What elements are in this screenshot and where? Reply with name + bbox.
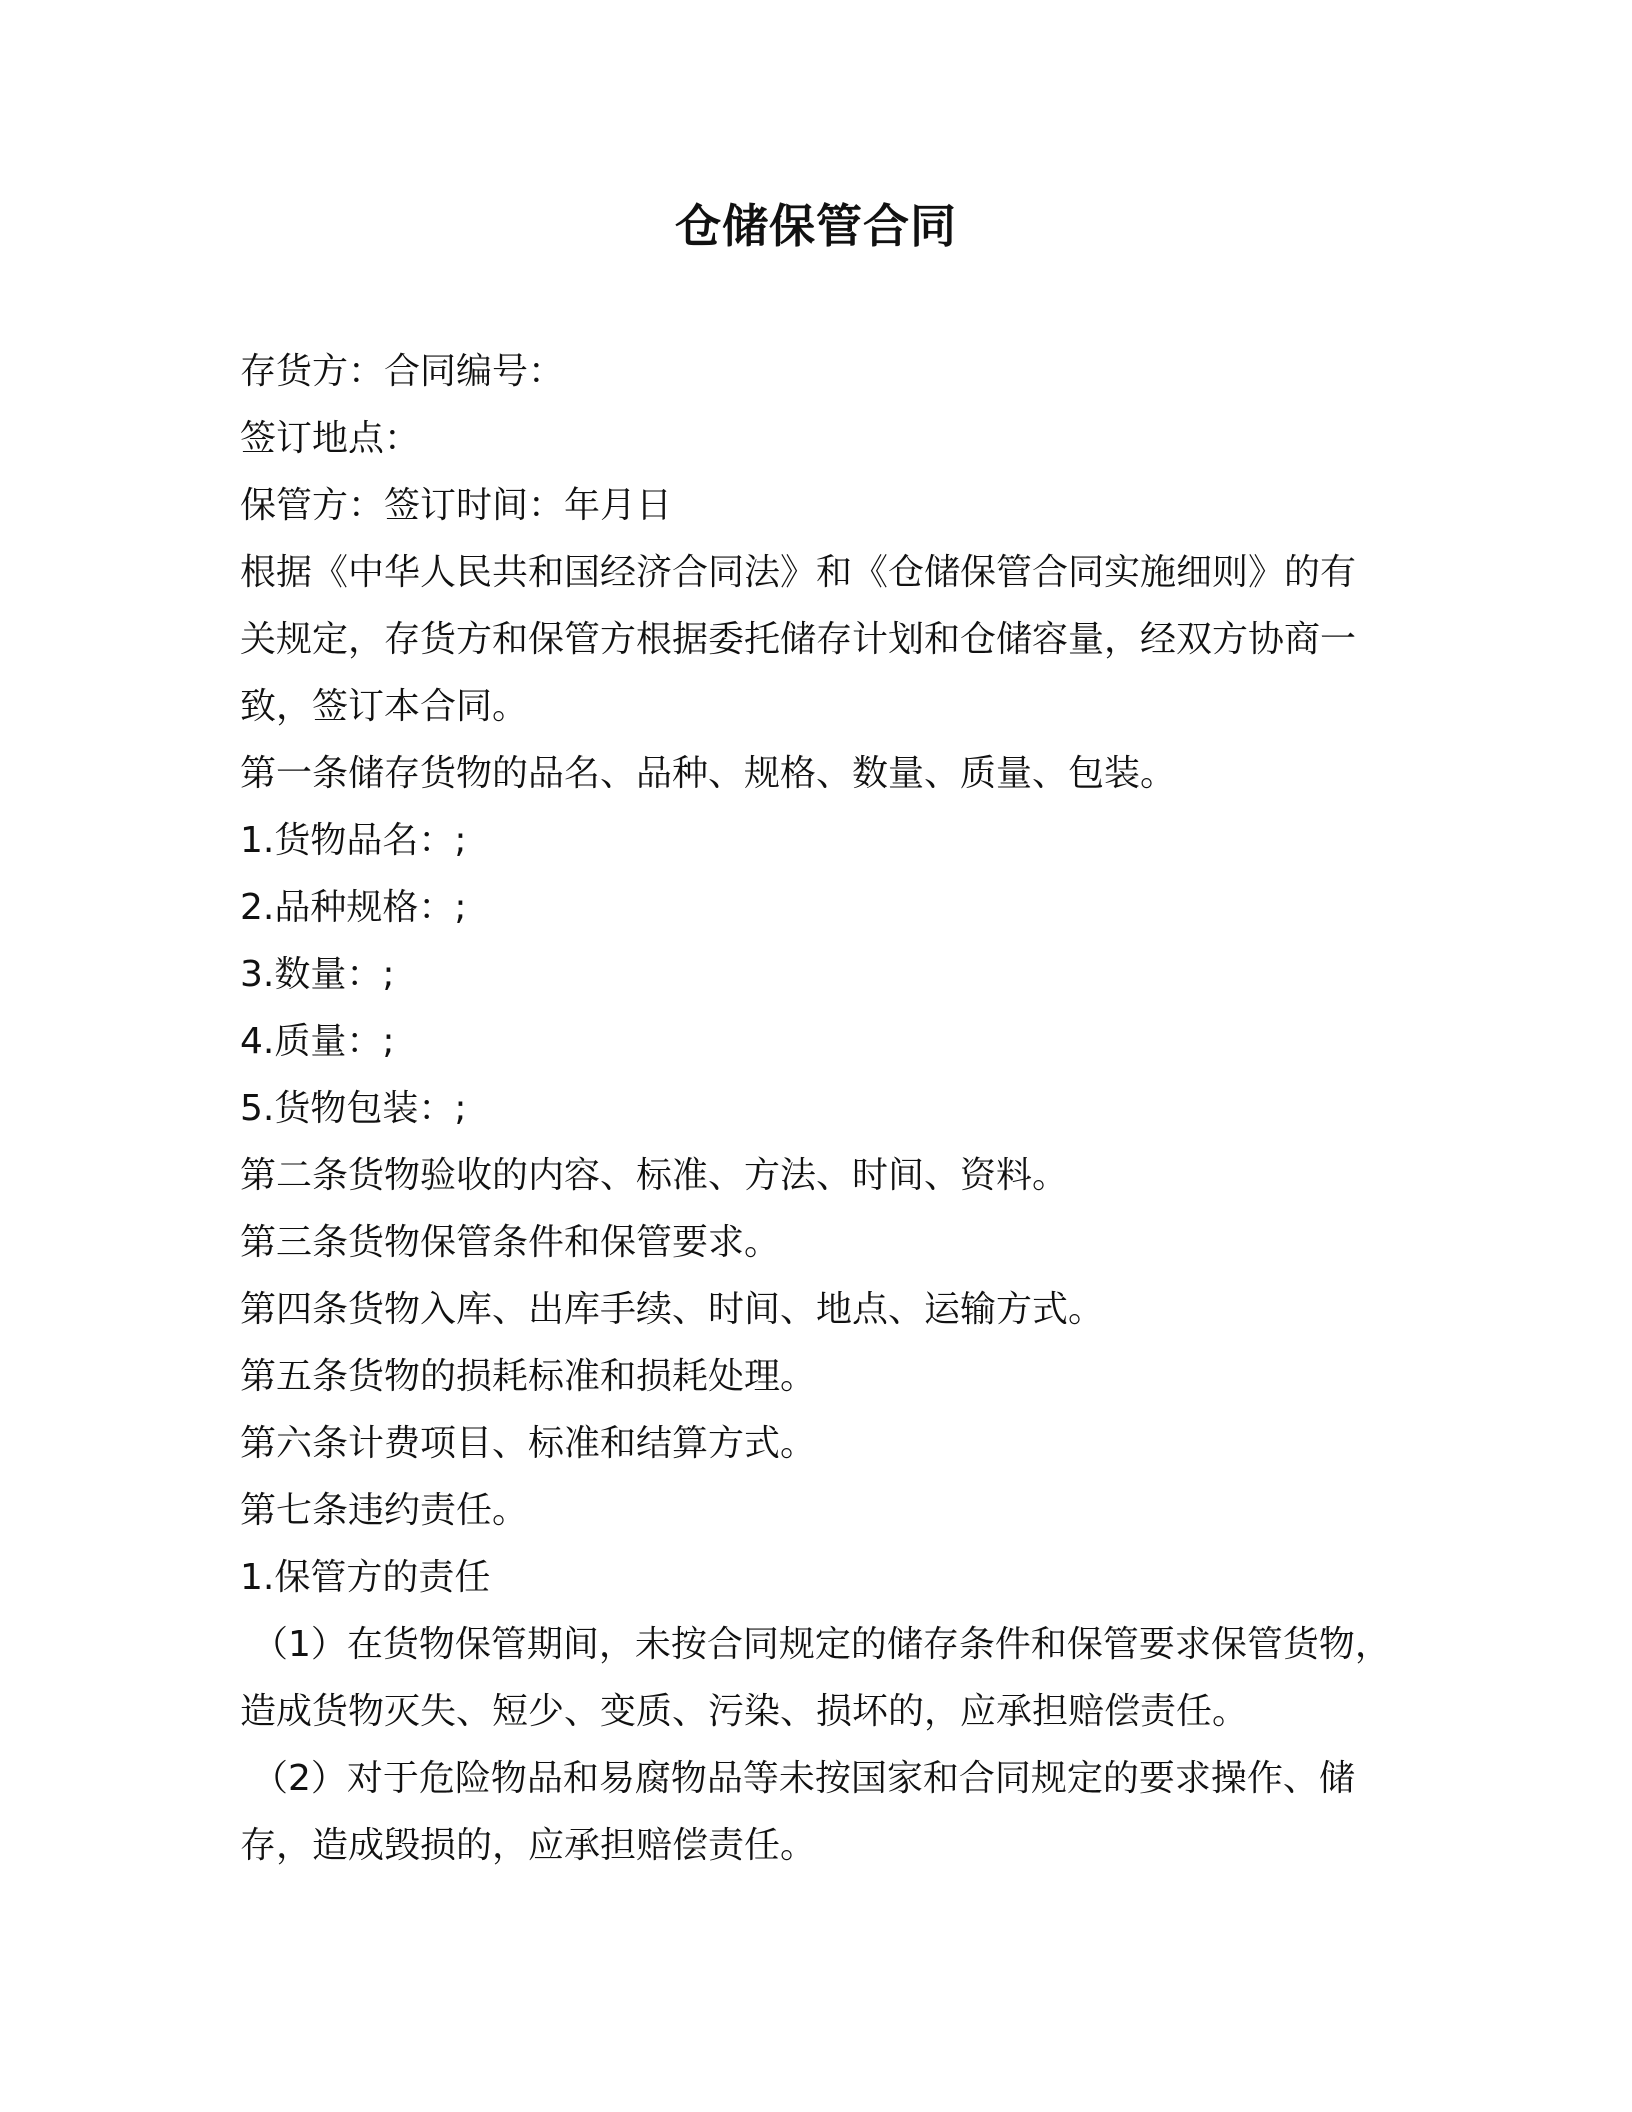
article-6-heading: 第六条计费项目、标准和结算方式。 — [240, 1423, 817, 1464]
document-body — [240, 338, 1400, 1879]
article-1-item-5: 5.货物包装：; — [240, 1088, 467, 1129]
preamble-line-3: 致，签订本合同。 — [240, 686, 529, 727]
preamble-line-2: 关规定，存货方和保管方根据委托储存计划和仓储容量，经双方协商一 — [240, 619, 1357, 660]
liability-clause-2-line-1: （2）对于危险物品和易腐物品等未按国家和合同规定的要求操作、储 — [252, 1758, 1355, 1799]
custodian-liability-heading: 1.保管方的责任 — [240, 1557, 491, 1598]
article-1-item-1: 1.货物品名：; — [240, 820, 467, 861]
article-7-heading: 第七条违约责任。 — [240, 1490, 529, 1531]
preamble-line-1: 根据《中华人民共和国经济合同法》和《仓储保管合同实施细则》的有 — [240, 552, 1357, 593]
article-3-heading: 第三条货物保管条件和保管要求。 — [240, 1222, 781, 1263]
article-1-item-2: 2.品种规格：; — [240, 887, 467, 928]
article-4-heading: 第四条货物入库、出库手续、时间、地点、运输方式。 — [240, 1289, 1105, 1330]
liability-clause-1-line-2: 造成货物灭失、短少、变质、污染、损坏的，应承担赔偿责任。 — [240, 1691, 1249, 1732]
party-depositor-contract-number: 存货方：合同编号： — [240, 351, 565, 392]
document-title: 仓储保管合同 — [675, 199, 957, 253]
article-5-heading: 第五条货物的损耗标准和损耗处理。 — [240, 1356, 817, 1397]
article-1-item-3: 3.数量：; — [240, 954, 395, 995]
article-2-heading: 第二条货物验收的内容、标准、方法、时间、资料。 — [240, 1155, 1069, 1196]
liability-clause-1-line-1: （1）在货物保管期间，未按合同规定的储存条件和保管要求保管货物， — [252, 1624, 1391, 1665]
article-1-heading: 第一条储存货物的品名、品种、规格、数量、质量、包装。 — [240, 753, 1177, 794]
party-custodian-signing-date: 保管方：签订时间：年月日 — [240, 485, 673, 526]
liability-clause-2-line-2: 存，造成毁损的，应承担赔偿责任。 — [240, 1825, 817, 1866]
article-1-item-4: 4.质量：; — [240, 1021, 395, 1062]
signing-place: 签订地点： — [240, 418, 421, 459]
